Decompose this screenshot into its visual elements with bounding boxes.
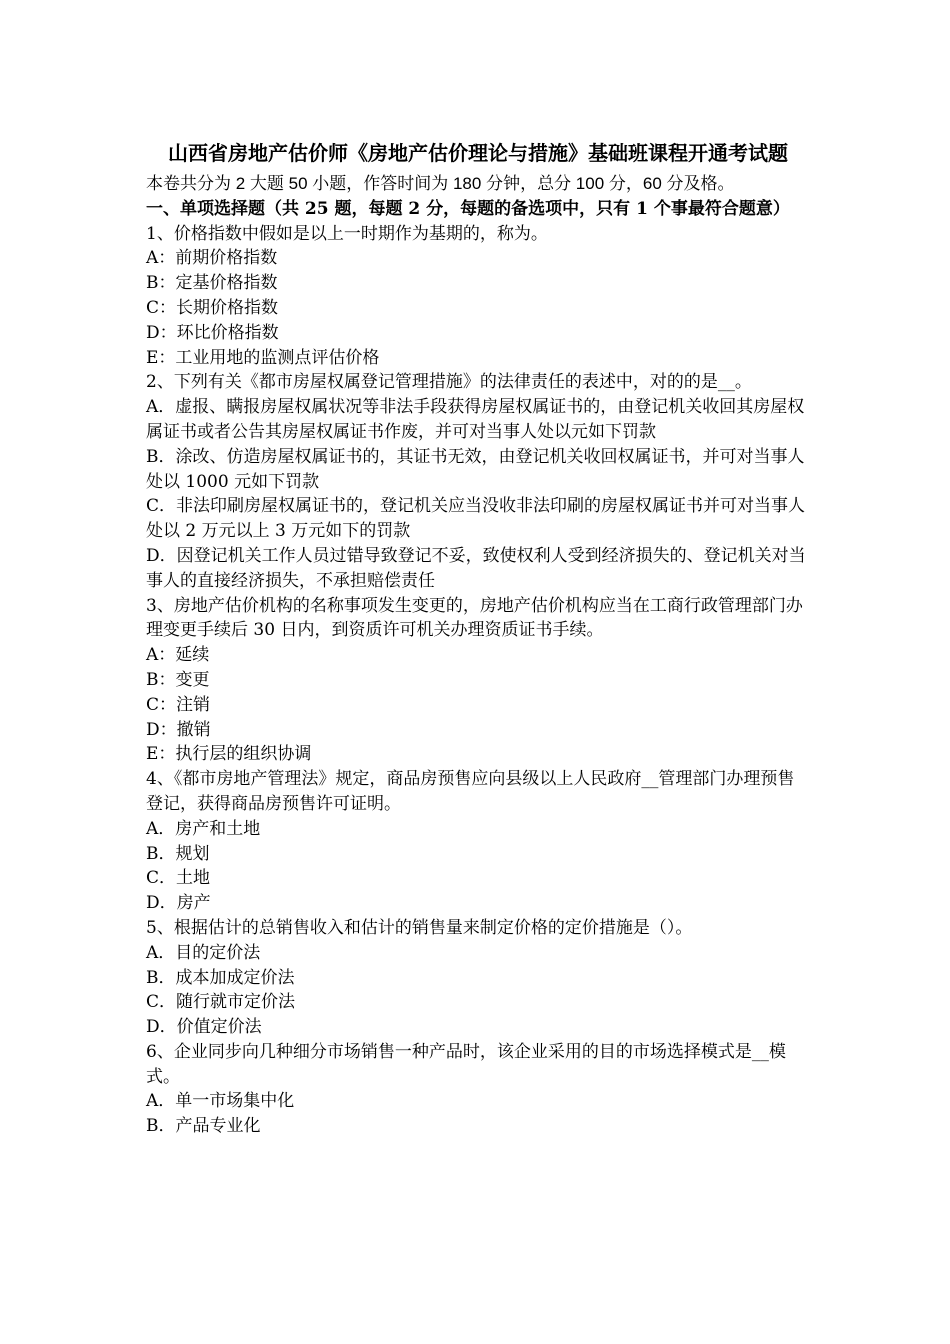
- document-title: 山西省房地产估价师《房地产估价理论与措施》基础班课程开通考试题: [168, 141, 788, 165]
- question-option: A．房产和土地: [146, 818, 261, 839]
- question-option: B．产品专业化: [146, 1116, 261, 1137]
- question-option: A．单一市场集中化: [146, 1091, 295, 1112]
- question-stem: 5、根据估计的总销售收入和估计的销售量来制定价格的定价措施是（）。: [146, 917, 693, 938]
- question-option: A．目的定价法: [146, 942, 261, 963]
- question-stem: 2、下列有关《都市房屋权属登记管理措施》的法律责任的表述中，对的的是__。: [146, 372, 752, 393]
- question-option: B．涂改、仿造房屋权属证书的，其证书无效，由登记机关收回权属证书，并可对当事人处以 1000 元如下罚款: [146, 446, 805, 492]
- question-option: A．虚报、瞒报房屋权属状况等非法手段获得房屋权属证书的，由登记机关收回其房屋权属证书或者公告其房屋权属证书作废，并可对当事人处以元如下罚款: [146, 397, 805, 442]
- question-stem: 6、企业同步向几种细分市场销售一种产品时，该企业采用的目的市场选择模式是__模式。: [146, 1041, 786, 1087]
- question-1: [146, 222, 810, 371]
- question-stem: 4、《都市房地产管理法》规定，商品房预售应向县级以上人民政府__管理部门办理预售登记，获得商品房预售许可证明。: [146, 769, 795, 814]
- question-option: D．房产: [146, 893, 211, 914]
- question-option: D．因登记机关工作人员过错导致登记不妥，致使权利人受到经济损失的、登记机关对当事人的直接经济损失，不承担赔偿责任: [146, 545, 806, 591]
- question-option: B：变更: [146, 669, 210, 690]
- exam-intro: 本卷共分为 2 大题 50 小题，作答时间为 180 分钟，总分 100 分，60 分及格。: [146, 174, 735, 193]
- question-option: B．规划: [146, 843, 210, 864]
- document-page: [146, 140, 810, 1139]
- question-option: C．土地: [146, 868, 211, 889]
- question-2: [146, 370, 810, 593]
- question-option: C．随行就市定价法: [146, 992, 296, 1013]
- question-6: [146, 1040, 810, 1139]
- question-stem: 1、价格指数中假如是以上一时期作为基期的，称为。: [146, 223, 548, 244]
- question-option: A：前期价格指数: [146, 248, 278, 269]
- question-option: B．成本加成定价法: [146, 967, 295, 988]
- question-option: A：延续: [146, 645, 210, 666]
- question-option: B：定基价格指数: [146, 273, 278, 294]
- question-option: E：工业用地的监测点评估价格: [146, 347, 380, 368]
- question-option: C．非法印刷房屋权属证书的，登记机关应当没收非法印刷的房屋权属证书并可对当事人处以 2 万元以上 3 万元如下的罚款: [146, 496, 806, 542]
- question-stem: 3、房地产估价机构的名称事项发生变更的，房地产估价机构应当在工商行政管理部门办理变更手续后 30 日内，到资质许可机关办理资质证书手续。: [146, 595, 803, 641]
- question-5: [146, 916, 810, 1040]
- question-4: [146, 767, 810, 916]
- question-option: C：长期价格指数: [146, 297, 279, 318]
- section-heading: 一、单项选择题（共 25 题，每题 2 分，每题的备选项中，只有 1 个事最符合题意）: [146, 198, 790, 219]
- question-option: D：环比价格指数: [146, 322, 279, 343]
- question-option: D．价值定价法: [146, 1017, 262, 1038]
- question-option: C：注销: [146, 694, 211, 715]
- question-option: D：撤销: [146, 719, 211, 740]
- question-3: [146, 594, 810, 768]
- question-option: E：执行层的组织协调: [146, 744, 312, 765]
